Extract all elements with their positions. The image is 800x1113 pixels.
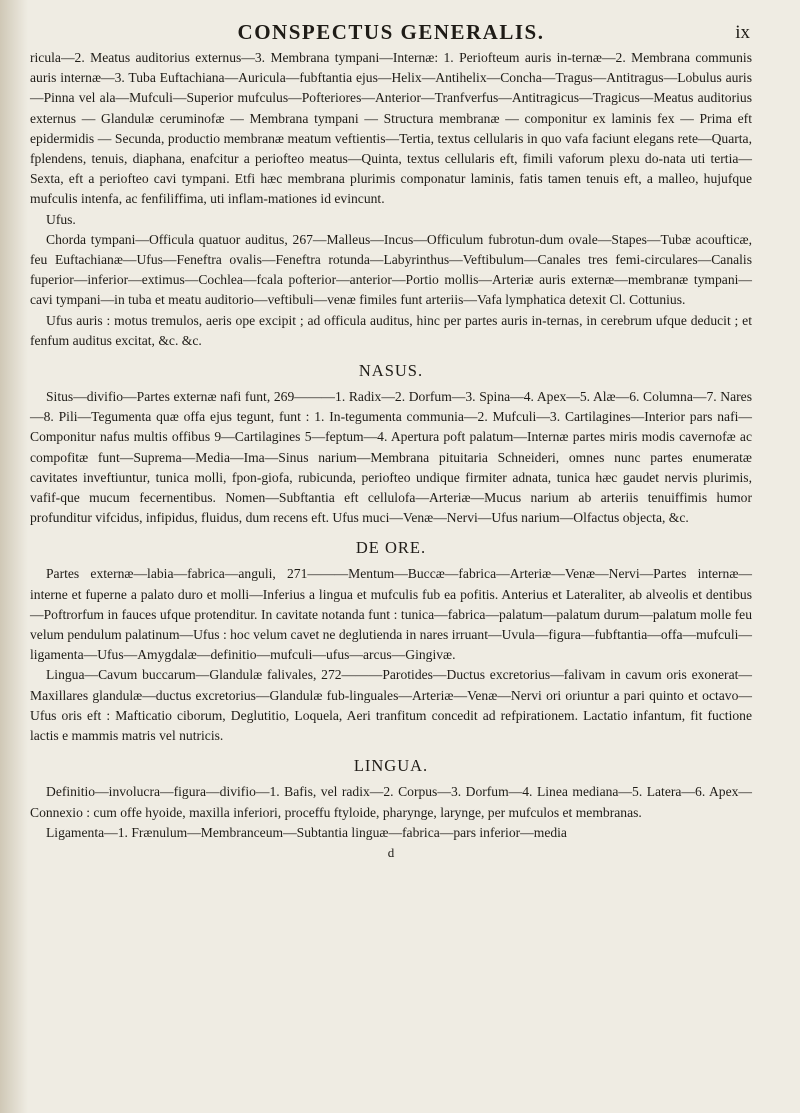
nasus-heading: NASUS. [358, 361, 424, 381]
section-nasus [30, 361, 752, 528]
page-number: ix [735, 22, 750, 43]
section-de-ore [30, 538, 752, 746]
nasus-paragraph-1: Situs—divifio—Partes externæ nafi funt, 269———1. Radix—2. Dorfum—3. Spina—4. Apex—5. Alæ—6. Columna—7. Nares—8. Pili—Tegumenta quæ offa ejus tegunt, funt : 1. In-tegumenta communia—2. Mufculi—3. Cartilagines—Interior pars nafi—Componitur nafus multis offibus 9—Cartilagines 5—feptum—4. Apertura poft palatum—Internæ partes miris modis cavernofæ ac compofitæ funt—Suprema—Media—Ima—Sinus narium—Membrana pituitaria Schneideri, omnes nunc partes enumeratæ cavitates inveftiuntur, tunica molli, fpon-giofa, rubicunda, periofteo undique firmiter adnata, tunica hæc gaudet nervis plurimis, vafif-que mucum fecernentibus. Nomen—Subftantia eft cellulofa—Arteriæ—Mucus narium ab arteriis tenuiffimis humor profunditur vifcidus, infipidus, fluidus, dum recens eft. Ufus muci—Venæ—Nervi—Ufus narium—Olfactus objecta, &c. [30, 389, 752, 526]
de-ore-paragraph-1: Partes externæ—labia—fabrica—anguli, 271———Mentum—Buccæ—fabrica—Arteriæ—Venæ—Nervi—Partes internæ—interne et fuperne a palato duro et molli—Inferius a lingua et mufculis fub ea pofitis. Anterius et Lateraliter, ab alveolis et dentibus—Poftrorfum in fauces ufque protenditur. In cavitate notanda funt : tunica—fabrica—palatum—palatum durum—palatum molle feu velum pendulum palatinum—Ufus : hoc velum cavet ne deglutienda in nares irruant—Uvula—figura—fubftantia—offa—mufculi—ligamenta—Ufus—Amygdalæ—definitio—mufculi—ufus—arcus—Gingivæ. [30, 566, 752, 663]
running-head [30, 14, 752, 48]
auris-paragraph-usus: Ufus. [46, 211, 76, 227]
lingua-heading: LINGUA. [353, 756, 429, 776]
lingua-paragraph-1: Definitio—involucra—figura—divifio—1. Bafis, vel radix—2. Corpus—3. Dorfum—4. Linea mediana—5. Latera—6. Apex—Connexio : cum offe hyoide, maxilla inferiori, proceffu ftyloide, pharynge, larynge, per mufculos et membranas. [30, 784, 752, 820]
auris-paragraph-chorda: Chorda tympani—Officula quatuor auditus, 267—Malleus—Incus—Officulum fubrotun-dum ovale—Stapes—Tubæ acoufticæ, feu Euftachianæ—Ufus—Feneftra ovalis—Feneftra rotunda—Labyrinthus—Veftibulum—Canales tres femi-circulares—Canalis fuperior—inferior—extimus—Cochlea—fcala pofterior—anterior—Portio mollis—Arteriæ auris externæ—membranæ tympani—cavi tympani—in tuba et meatu auditorio—veftibuli—venæ fimiles funt arteriis—Vafa lymphatica detexit Cl. Cottunius. [30, 231, 752, 308]
signature-mark: d [387, 844, 395, 860]
lingua-paragraph-2: Ligamenta—1. Frænulum—Membranceum—Subtantia linguæ—fabrica—pars inferior—media [46, 824, 567, 840]
section-auris [30, 48, 752, 351]
running-title: CONSPECTUS GENERALIS. [237, 20, 545, 44]
de-ore-paragraph-2: Lingua—Cavum buccarum—Glandulæ falivales, 272———Parotides—Ductus excretorius—falivam in cavum oris exonerat—Maxillares glandulæ—ductus excretorius—Glandulæ fub-linguales—Arteriæ—Venæ—Nervi ori oriuntur a pari quinto et octavo—Ufus oris eft : Mafticatio ciborum, Deglutitio, Loquela, Aeri tranfitum concedit ad refpirationem. Lactatio infantum, fit fuctione lactis e mammis matris vel nutricis. [30, 667, 752, 744]
auris-paragraph-usus-auris: Ufus auris : motus tremulos, aeris ope excipit ; ad officula auditus, hinc per partes auris in-ternas, in cerebrum ufque deducit ; et fenfum auditus excitat, &c. &c. [30, 312, 752, 348]
binding-gutter-shadow [0, 0, 28, 1113]
de-ore-heading: DE ORE. [355, 538, 427, 558]
auris-paragraph-1: ricula—2. Meatus auditorius externus—3. Membrana tympani—Internæ: 1. Periofteum auris in-ternæ—2. Membrana communis auris internæ—3. Tuba Euftachiana—Auricula—fubftantia ejus—Helix—Antihelix—Concha—Tragus—Antitragus—Lobulus auris—Pinna vel ala—Mufculi—Superior mufculus—Pofteriores—Anterior—Tranfverfus—Antitragicus—Tragicus—Meatus auditorius externus — Glandulæ ceruminofæ — Membrana tympani — Structura membranæ — componitur ex laminis fex — Prima eft epidermidis — Secunda, productio membranæ meatum veftientis—Tertia, textus cellularis in quo vafa faciunt elegans rete—Quarta, fplendens, tenuis, diaphana, enafcitur a periofteo meatus—Quinta, textus cellularis eft, fimili vaforum plexu do-nata uti tertia—Sexta, eft a periofteo cavi tympani. Etfi hæc membrana plurimis componatur laminis, fatis tamen tenuis eft, a malleo, hujufque mufculis intenfa, ac fenfiliffima, uti inflam-mationes id evincunt. [30, 50, 752, 207]
section-lingua [30, 756, 752, 861]
